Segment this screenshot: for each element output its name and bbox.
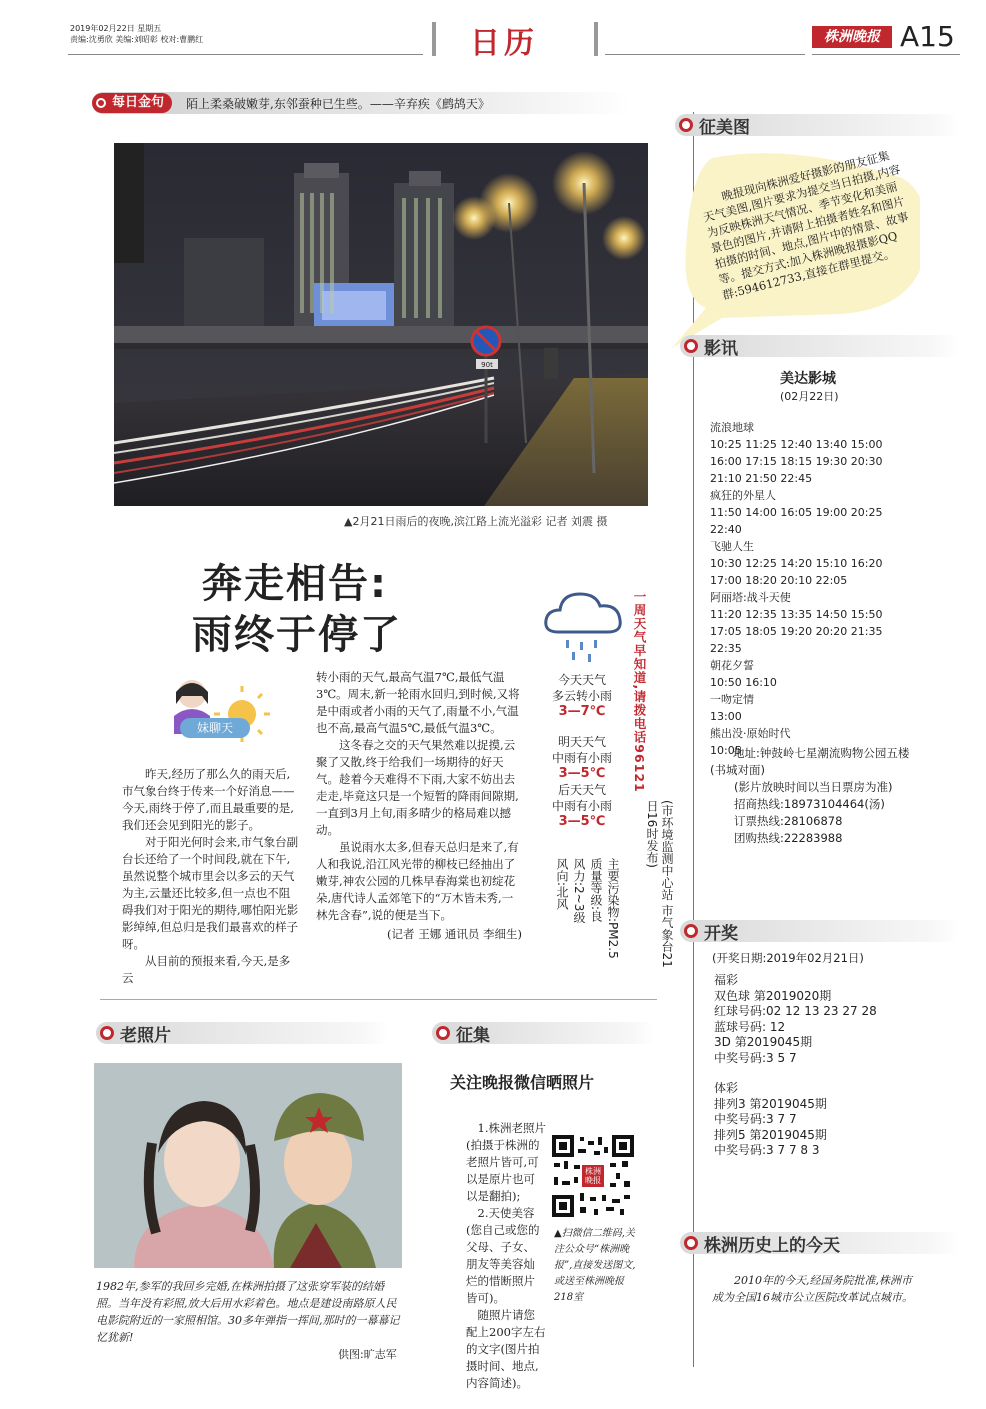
quote-badge-icon	[96, 98, 106, 108]
rain-cloud-icon	[540, 584, 628, 664]
header-rule-right	[605, 54, 805, 55]
lottery-line: 中奖号码:3 7 7 8 3	[714, 1143, 820, 1157]
old-photo-section-title: 老照片	[120, 1025, 171, 1046]
daily-quote-label	[92, 93, 172, 113]
cinema-name: 美达影城	[780, 371, 836, 387]
movie-line: 13:00	[710, 710, 742, 723]
today-temp: 3—7℃	[558, 704, 606, 719]
wechat-qr-code[interactable]	[550, 1133, 636, 1219]
movie-line: 一吻定情	[710, 693, 754, 706]
header-sep-right	[594, 22, 598, 56]
weather-hotline: 一周天气早知道,请拨电话96121	[632, 590, 647, 793]
column-badge-text: 妹聊天	[180, 718, 250, 738]
lottery-line: 3D 第2019045期	[714, 1035, 813, 1049]
cinema-section-icon	[684, 339, 698, 353]
headline-line-1: 奔走相告:	[202, 561, 388, 607]
lottery-line: 中奖号码:3 7 7	[714, 1112, 797, 1126]
zhengmei-bubble	[701, 148, 950, 303]
lottery-date: (开奖日期:2019年02月21日)	[712, 951, 864, 965]
movie-line: 熊出没·原始时代	[710, 727, 791, 740]
cinema-header	[680, 335, 959, 357]
header-date: 2019年02月22日 星期五	[70, 24, 162, 33]
cinema-info	[710, 745, 920, 847]
cinema-section-title: 影讯	[704, 338, 738, 359]
history-section-icon	[684, 1236, 698, 1250]
collect-section-icon	[436, 1026, 450, 1040]
history-header	[680, 1232, 959, 1254]
old-photo-text: 1982年,参军的我回乡完婚,在株洲拍摄了这张穿军装的结婚照。当年没有彩照,放大后用水彩着色。地点是建设南路原人民电影院附近的一家照相馆。30多年弹指一挥间,那时的一幕幕记忆犹新!	[96, 1280, 400, 1344]
collect-title: 关注晚报微信晒照片	[450, 1073, 595, 1092]
cinema-date: (02月22日)	[780, 390, 839, 403]
movie-line: 16:00 17:15 18:15 19:30 20:30	[710, 455, 883, 468]
movie-line: 阿丽塔:战斗天使	[710, 591, 791, 604]
article-left-column	[122, 766, 300, 987]
quote-label-text: 每日金句	[112, 95, 165, 110]
movie-line: 疯狂的外星人	[710, 489, 776, 502]
qr-caption: ▲扫微信二维码,关注公众号“株洲晚报”,直接发送图文,或送至株洲晚报218室	[554, 1228, 636, 1303]
air-quality-level: 质量等级:良	[589, 858, 603, 923]
weather-icon	[540, 584, 628, 664]
article-para-5: 这冬春之交的天气果然难以捉摸,云聚了又散,终于给我们一场期待的好天气。趁着今天难得不下雨,大家不妨出去走走,毕竟这只是一个短暂的降雨间隙期,一直到3月上旬,雨多晴少的格局难以撼动。	[316, 738, 519, 837]
lottery-section-title: 开奖	[704, 923, 738, 944]
article-para-6: 虽说雨水太多,但春天总归是来了,有人和我说,沿江风光带的柳枝已经抽出了嫩芽,神农公园的几株早春海棠也初绽花朵,唐代诗人孟郊笔下的“万木皆未秀,一林先含春”,说的便是当下。	[316, 840, 519, 922]
lottery-line: 双色球 第2019020期	[714, 988, 832, 1003]
old-photo-image	[94, 1063, 402, 1268]
movie-line: 10:05	[710, 744, 742, 757]
header-editors: 责编:沈勇欣 美编:刘昭彰 校对:曹鹏红	[70, 35, 204, 44]
movie-line: 10:50 16:10	[710, 676, 777, 689]
collect-item-3: 随照片请您配上200字左右的文字(图片拍摄时间、地点,内容简述)。	[466, 1308, 546, 1390]
article-para-3: 从目前的预报来看,今天,是多云	[122, 954, 291, 985]
lottery-line: 蓝球号码: 12	[714, 1019, 786, 1034]
collect-items	[466, 1120, 546, 1392]
lottery-line	[714, 1066, 934, 1081]
article-para-4: 转小雨的天气,最高气温7℃,最低气温3℃。周末,新一轮雨水回归,到时候,又将是中雨或者小雨的天气了,雨量不小,气温也不高,最高气温5℃,最低气温3℃。	[316, 670, 520, 735]
old-photo-section-icon	[100, 1026, 114, 1040]
article-para-2: 对于阳光何时会来,市气象台副台长还给了一个时间段,就在下午,虽然说整个城市里会以多云的天气为主,云量还比较多,但一点也不阻碍我们对于阳光的期待,哪怕阳光影影绰绰,但总归是我们最喜欢的样子呀。	[122, 835, 299, 951]
cinema-hotline-3: 团购热线:22283988	[734, 831, 843, 845]
movie-line: 17:00 18:20 20:10 22:05	[710, 574, 848, 587]
movie-line: 17:05 18:05 19:20 20:20 21:35	[710, 625, 883, 638]
weather-source: (市环境监测中心站 市气象台21日16时发布)	[645, 800, 674, 968]
collect-section-title: 征集	[456, 1025, 490, 1046]
after-label: 后天天气	[557, 783, 606, 797]
movie-line: 10:25 11:25 12:40 13:40 15:00	[710, 438, 883, 451]
movie-line: 朝花夕誓	[710, 659, 754, 672]
cinema-hotline-2: 订票热线:28106878	[734, 814, 843, 828]
cinema-note: (影片放映时间以当日票房为准)	[734, 780, 893, 794]
page-number: A15	[900, 20, 955, 53]
movie-line: 流浪地球	[710, 421, 754, 434]
old-photo-header	[96, 1022, 390, 1044]
lottery-line: 排列3 第2019045期	[714, 1096, 827, 1111]
today-label: 今天天气	[557, 673, 606, 687]
qr-center-stamp: 株洲晚报	[585, 1167, 601, 1185]
photo-caption: ▲2月21日雨后的夜晚,滨江路上流光溢彩 记者 刘震 摄	[344, 515, 608, 528]
movie-line: 21:10 21:50 22:45	[710, 472, 813, 485]
article-byline: (记者 王娜 通讯员 李细生)	[387, 927, 522, 941]
cinema-address: 地址:钟鼓岭七星潮流购物公园五楼(书城对面)	[710, 746, 910, 777]
lottery-header	[680, 920, 959, 942]
collect-item-1: 1.株洲老照片(拍摄于株洲的老照片皆可,可以是原片也可以是翻拍);	[466, 1121, 546, 1203]
wedding-photo	[94, 1063, 402, 1268]
article-right-column	[316, 669, 522, 943]
main-photo	[114, 143, 648, 506]
zhengmei-section-title: 征美图	[699, 117, 750, 138]
article-para-1: 昨天,经历了那么久的雨天后,市气象台终于传来一个好消息——今天,雨终于停了,而且最重要的是,我们还会见到阳光的影子。	[122, 767, 295, 832]
lottery-section-icon	[684, 924, 698, 938]
collect-header	[432, 1022, 654, 1044]
lottery-line: 排列5 第2019045期	[714, 1127, 827, 1142]
cinema-schedule	[710, 419, 910, 759]
lottery-line: 中奖号码:3 5 7	[714, 1050, 797, 1065]
header-sep-left	[432, 22, 436, 56]
cinema-hotline-1: 招商热线:18973104464(汤)	[734, 797, 885, 811]
movie-line: 22:35	[710, 642, 742, 655]
tomorrow-label: 明天天气	[557, 735, 606, 749]
wind-force: 风力:2~3级	[572, 858, 586, 924]
column-badge-art	[150, 672, 270, 752]
header-rule-left	[68, 54, 423, 55]
tomorrow-desc: 中雨有小雨	[551, 751, 612, 765]
movie-line: 10:30 12:25 14:20 15:10 16:20	[710, 557, 883, 570]
middle-divider	[100, 999, 657, 1000]
zhengmei-text: 晚报现向株洲爱好摄影的朋友征集天气美图,图片要求为提交当日拍摄,内容为反映株洲天气情况、季节变化和美丽景色的图片,并请附上拍摄者姓名和图片拍摄的时间、地点,图片中的情景、故事等。提交方式:加入株洲晚报摄影QQ群:594612733,直接在群里提交。	[701, 148, 910, 303]
air-quality	[555, 858, 620, 978]
wind-direction: 风向:北风	[555, 858, 569, 911]
lottery-line: 福彩	[714, 973, 739, 987]
weather-forecast	[540, 672, 624, 830]
today-desc: 多云转小雨	[551, 689, 612, 703]
zhengmei-section-icon	[679, 118, 693, 132]
movie-line: 11:50 14:00 16:05 19:00 20:25	[710, 506, 883, 519]
after-desc: 中雨有小雨	[551, 799, 612, 813]
lottery-line: 红球号码:02 12 13 23 27 28	[714, 1004, 877, 1018]
history-section-title: 株洲历史上的今天	[704, 1235, 840, 1256]
newspaper-logo: 株洲晚报	[812, 26, 892, 48]
tomorrow-temp: 3—5℃	[558, 766, 606, 781]
road-sign-text: 90t	[481, 361, 493, 369]
movie-line: 11:20 12:35 13:35 14:50 15:50	[710, 608, 883, 621]
column-badge	[150, 672, 270, 752]
lottery-results	[714, 973, 934, 1159]
after-temp: 3—5℃	[558, 814, 606, 829]
collect-item-2: 2.天使美容(您自己或您的父母、子女、朋友等美容灿烂的惜断照片皆可)。	[466, 1206, 540, 1305]
headline-line-2: 雨终于停了	[192, 612, 402, 658]
lottery-line: 体彩	[714, 1081, 739, 1095]
old-photo-credit: 供图:旷志军	[338, 1348, 397, 1361]
movie-line: 22:40	[710, 523, 742, 536]
air-pollutant: 主要污染物:PM2.5	[606, 858, 620, 959]
header-rule-far	[812, 54, 960, 55]
daily-quote-text: 陌上柔桑破嫩芽,东邻蚕种已生些。——辛弃疾《鹧鸪天》	[186, 97, 490, 111]
history-text: 2010年的今天,经国务院批准,株洲市成为全国16城市公立医院改革试点城市。	[712, 1274, 913, 1304]
movie-line: 飞驰人生	[710, 540, 754, 553]
zhengmei-header	[675, 114, 959, 136]
night-city-photo	[114, 143, 648, 506]
header-section-title: 日历	[470, 26, 538, 61]
